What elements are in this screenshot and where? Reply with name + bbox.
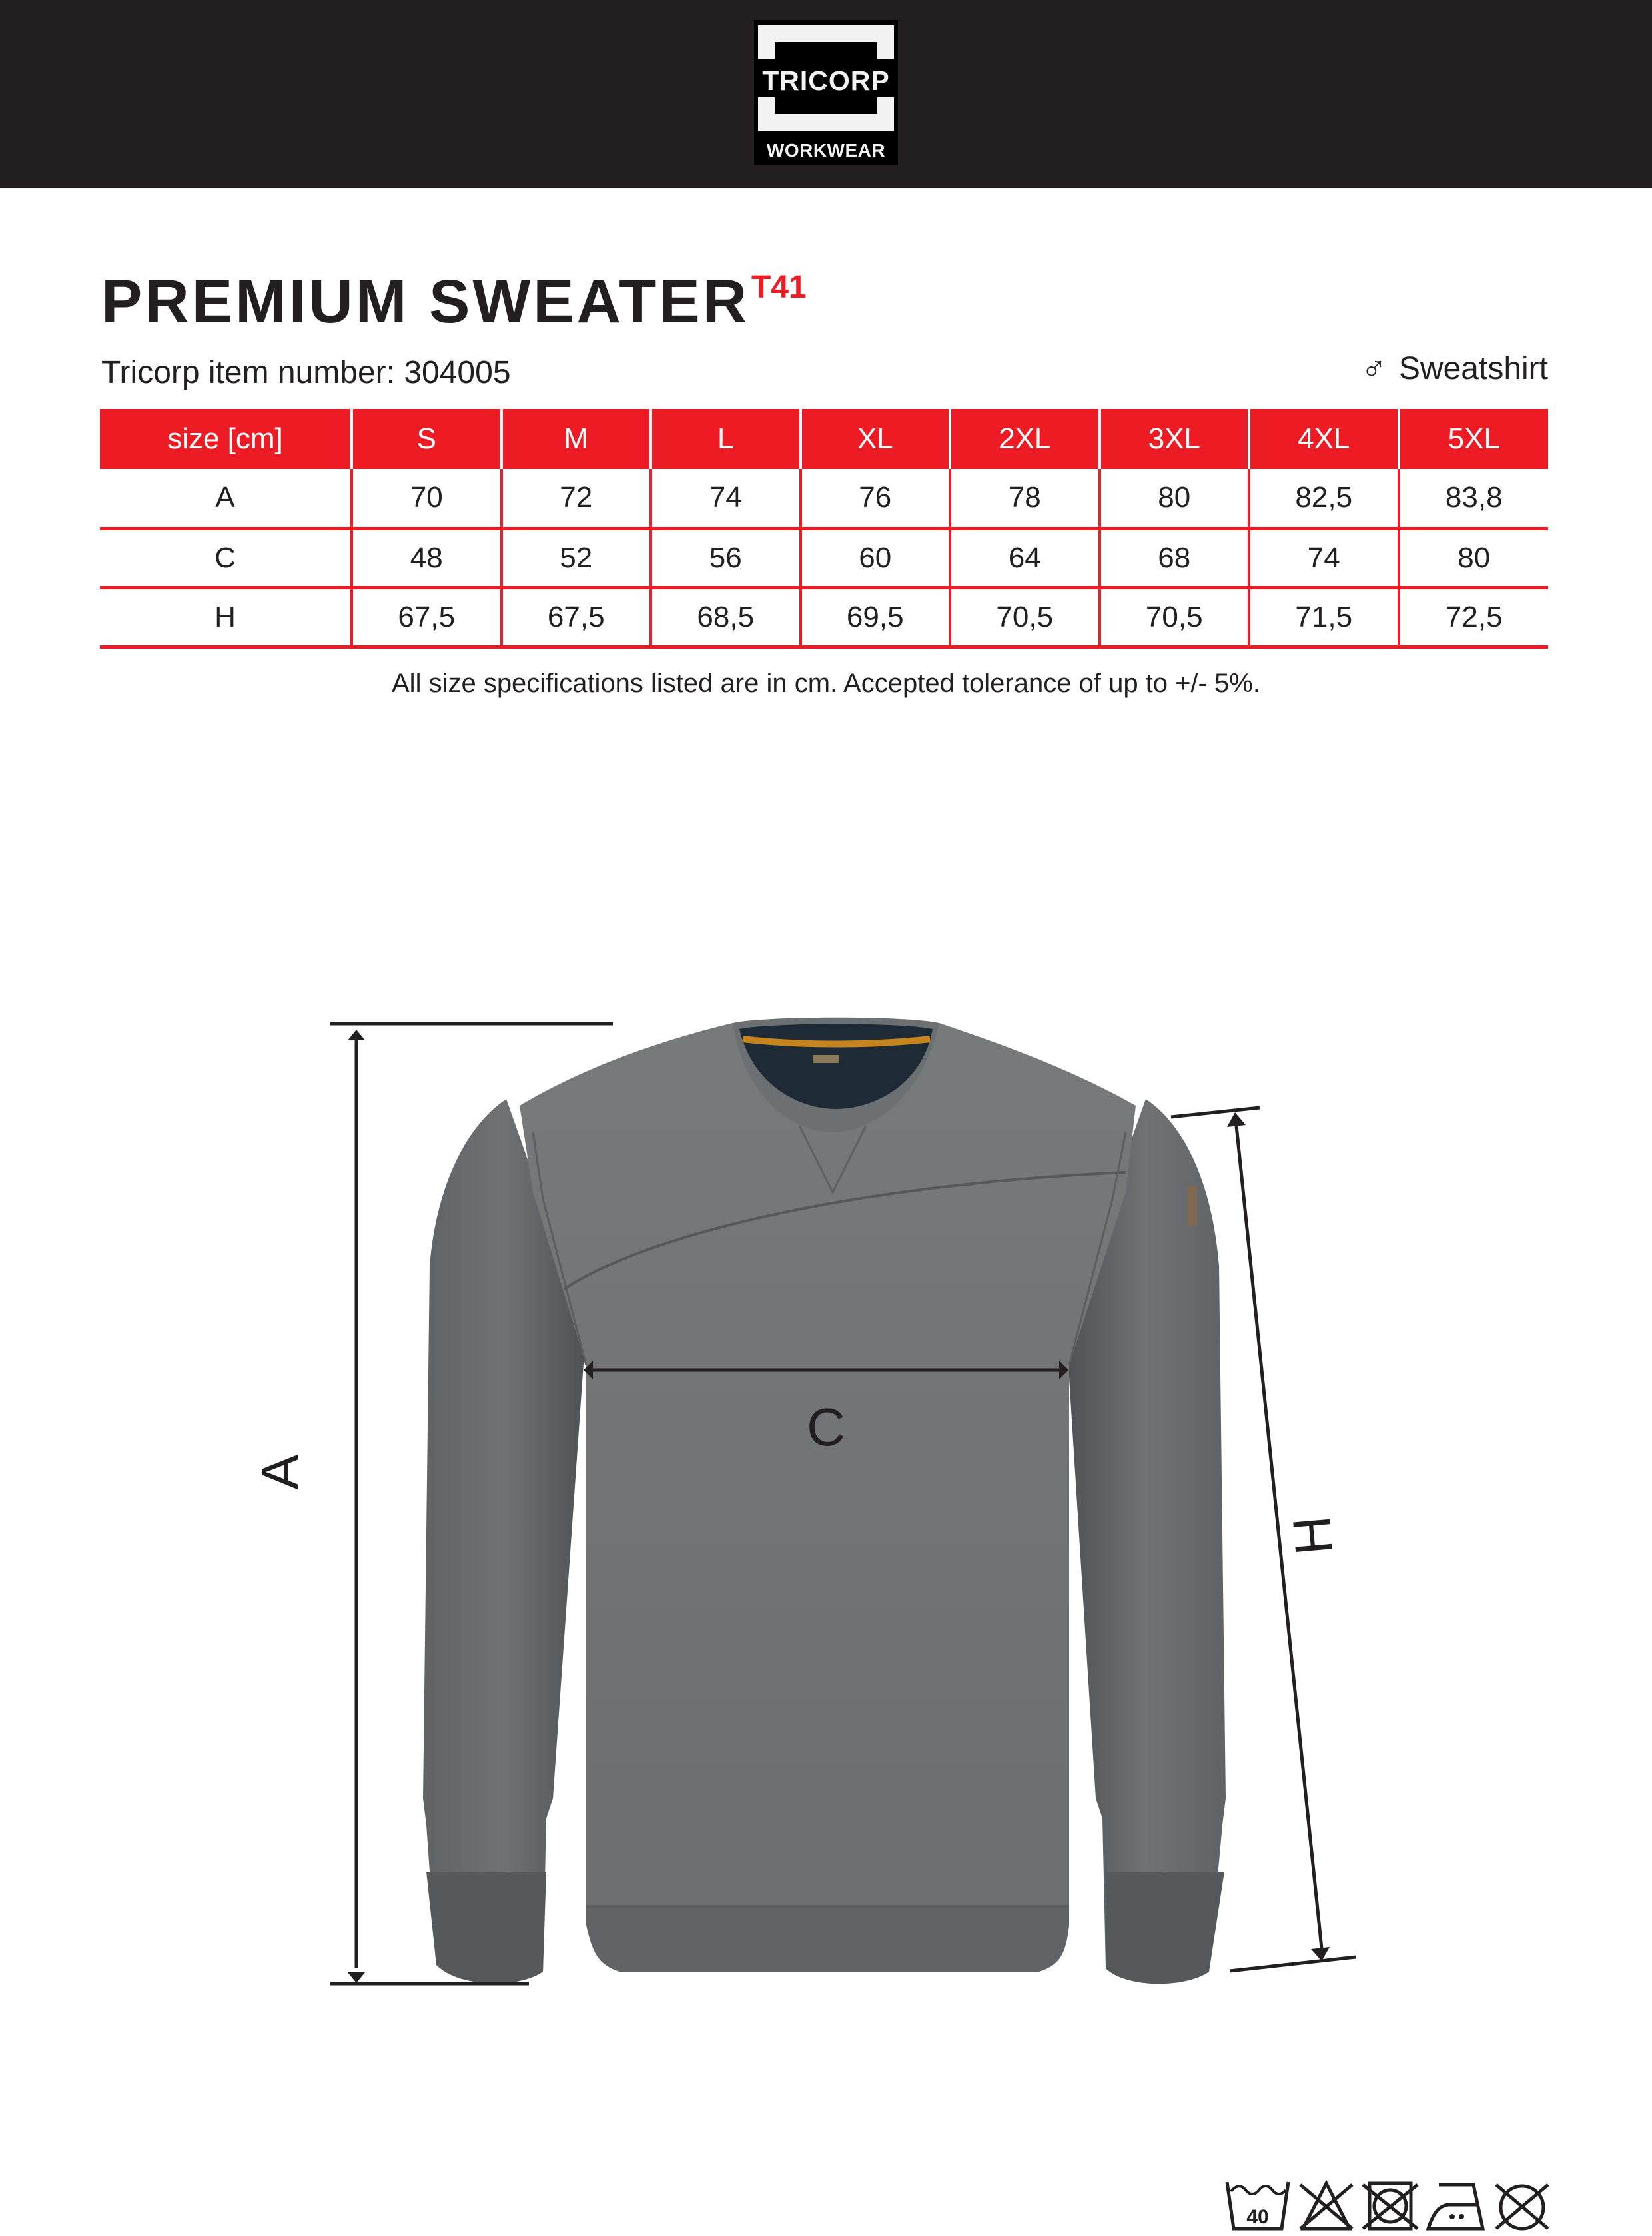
no-dry-clean-icon [1492,2179,1552,2233]
tolerance-note: All size specifications listed are in cm. Accepted tolerance of up to +/- 5%. [392,669,1260,698]
care-symbols [1223,2179,1552,2233]
table-row [100,528,1548,587]
header-size: S [352,409,502,469]
category-label: Sweatshirt [1398,351,1548,386]
table-cell: 82,5 [1249,469,1399,528]
table-cell: 74 [651,469,801,528]
table-cell: 69,5 [801,587,951,647]
table-cell: 56 [651,528,801,587]
no-bleach-icon [1296,2179,1356,2233]
svg-text:40: 40 [1246,2206,1269,2228]
size-table-header [100,409,1548,469]
header-size: 2XL [950,409,1100,469]
table-cell: 80 [1399,528,1549,587]
table-cell: 76 [801,469,951,528]
row-label: A [100,469,352,528]
table-cell: 80 [1100,469,1250,528]
table-cell: 60 [801,528,951,587]
size-table [100,409,1548,649]
table-cell: 52 [502,528,651,587]
header-size: XL [801,409,951,469]
row-label: H [100,587,352,647]
table-cell: 68,5 [651,587,801,647]
logo-name: TRICORP [762,65,890,96]
header-size: L [651,409,801,469]
product-category [1361,349,1548,389]
product-code: T41 [751,270,807,305]
table-cell: 67,5 [352,587,502,647]
table-row [100,587,1548,647]
product-title: PREMIUM SWEATER [101,268,750,336]
logo-subtitle: WORKWEAR [766,140,886,161]
header-size-cm: size [cm] [100,409,352,469]
row-label: C [100,528,352,587]
header-size: 5XL [1399,409,1549,469]
table-cell: 78 [950,469,1100,528]
sweater-image [423,1018,1226,1984]
no-tumble-dry-icon [1360,2179,1420,2233]
table-cell: 71,5 [1249,587,1399,647]
table-cell: 68 [1100,528,1250,587]
sweater-diagram [0,932,1652,2065]
label-c: C [807,1397,845,1457]
table-cell: 48 [352,528,502,587]
table-cell: 70 [352,469,502,528]
table-cell: 83,8 [1399,469,1549,528]
header-bar [0,0,1652,188]
table-cell: 64 [950,528,1100,587]
header-size: 3XL [1100,409,1250,469]
table-cell: 72 [502,469,651,528]
table-cell: 70,5 [950,587,1100,647]
wash-40-icon [1223,2179,1292,2233]
header-size: 4XL [1249,409,1399,469]
logo-bracket-top [758,25,894,59]
table-row [100,469,1548,528]
iron-medium-icon [1424,2179,1488,2233]
logo-bracket-bottom [758,97,894,131]
tricorp-logo [754,20,898,165]
header-size: M [502,409,651,469]
table-cell: 74 [1249,528,1399,587]
table-cell: 67,5 [502,587,651,647]
table-cell: 72,5 [1399,587,1549,647]
table-cell: 70,5 [1100,587,1250,647]
male-icon: ♂ [1360,350,1387,388]
label-a: A [250,1454,310,1490]
item-number: Tricorp item number: 304005 [101,355,511,390]
label-h: H [1281,1513,1344,1558]
